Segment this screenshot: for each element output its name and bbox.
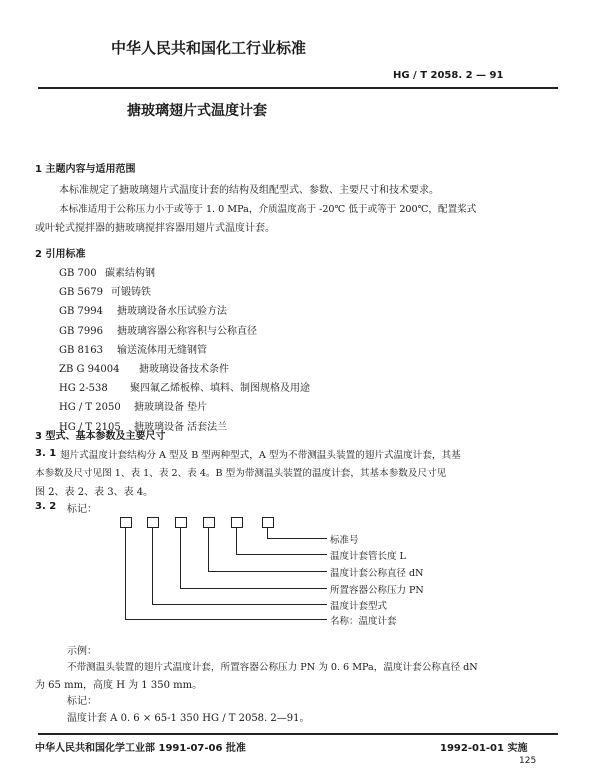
diagram-label-diameter: 温度计套公称直径 dN	[330, 568, 424, 579]
leader-horizontal	[267, 538, 327, 539]
mark-box-name	[120, 517, 132, 528]
mark-box-pressure	[175, 517, 187, 528]
diagram-label-length: 温度计套管长度 L	[330, 551, 406, 562]
reference-name: 可锻铸铁	[111, 287, 151, 299]
section-1-heading: 1 主题内容与适用范围	[35, 164, 136, 175]
implementation-date: 1992-01-01 实施	[440, 743, 528, 754]
reference-name: 搪玻璃设备水压试验方法	[117, 306, 227, 318]
clause-3-2-label: 标记：	[67, 504, 97, 515]
leader-vertical	[180, 528, 181, 589]
leader-vertical	[208, 528, 209, 572]
reference-item	[59, 322, 310, 341]
reference-code: GB 7994	[59, 306, 103, 318]
reference-code: HG / T 2050	[59, 402, 121, 414]
reference-list	[59, 264, 310, 437]
issuer-approval: 中华人民共和国化学工业部 1991-07-06 批准	[35, 743, 246, 754]
diagram-label-name: 名称：温度计套	[330, 616, 397, 627]
reference-item	[59, 283, 310, 302]
leader-vertical	[152, 528, 153, 605]
standard-code: HG / T 2058. 2 — 91	[393, 70, 504, 81]
leader-vertical	[125, 528, 126, 620]
diagram-label-standard: 标准号	[330, 535, 359, 546]
mark-box-standard	[262, 517, 274, 528]
reference-code: GB 700	[59, 268, 97, 279]
leader-horizontal	[152, 604, 327, 605]
page-title: 搪玻璃翅片式温度计套	[127, 103, 267, 119]
mark-label: 标记：	[67, 696, 97, 707]
section-1-para-2-line-2: 或叶轮式搅拌器的搪玻璃搅拌容器用翅片式温度计套。	[35, 223, 275, 234]
mark-box-type	[147, 517, 159, 528]
diagram-label-type: 温度计套型式	[330, 601, 388, 612]
example-label: 示例：	[67, 646, 97, 657]
leader-vertical	[236, 528, 237, 555]
example-line-1: 不带测温头装置的翅片式温度计套，所置容器公称压力 PN 为 0. 6 MPa，温度计套公称直径 dN	[67, 662, 478, 673]
reference-name: 碳素结构钢	[105, 268, 155, 279]
reference-item	[59, 341, 310, 360]
leader-horizontal	[236, 554, 327, 555]
header-rule	[38, 87, 558, 89]
reference-code: GB 5679	[59, 287, 103, 299]
reference-item	[59, 264, 310, 283]
reference-name: 搪玻璃容器公称容积与公称直径	[117, 325, 257, 337]
clause-3-1-line-3: 图 2、表 2、表 3、表 4。	[35, 487, 154, 498]
clause-3-1-line-2: 本参数及尺寸见图 1、表 1、表 2、表 4。B 型为带测温头装置的温度计套，其基本参数及尺寸见	[35, 468, 447, 479]
footer-rule	[38, 733, 558, 735]
reference-code: ZB G 94004	[59, 364, 120, 376]
mark-box-length	[231, 517, 243, 528]
leader-horizontal	[180, 588, 327, 589]
reference-code: GB 7996	[59, 325, 103, 337]
clause-3-1-number: 3. 1	[35, 448, 57, 459]
reference-name: 搪玻璃设备技术条件	[139, 364, 229, 376]
reference-item	[59, 360, 310, 379]
reference-item	[59, 398, 310, 417]
mark-box-diameter	[203, 517, 215, 528]
clause-3-1-line-1: 翅片式温度计套结构分 A 型及 B 型两种型式，A 型为不带测温头装置的翅片式温度计套，其基	[60, 450, 461, 461]
reference-name: 搪玻璃设备 活套法兰	[134, 421, 228, 433]
reference-code: HG 2-538	[59, 383, 108, 395]
section-2-heading: 2 引用标准	[35, 249, 86, 260]
section-1-para-2-line-1: 本标准适用于公称压力小于或等于 1. 0 MPa，介质温度高于 -20℃ 低于或等于 200℃，配置桨式	[59, 204, 477, 215]
reference-code: HG / T 2105	[59, 421, 121, 433]
mark-value: 温度计套 A 0. 6 × 65-1 350 HG / T 2058. 2—91。	[67, 713, 310, 724]
diagram-label-pressure: 所置容器公称压力 PN	[330, 585, 424, 596]
org-standard-title: 中华人民共和国化工行业标准	[111, 39, 307, 57]
reference-name: 输送流体用无缝钢管	[117, 344, 207, 356]
reference-name: 搪玻璃设备 垫片	[134, 402, 208, 414]
clause-3-2-number: 3. 2	[35, 501, 57, 512]
page-number: 125	[519, 756, 537, 766]
section-3-heading: 3 型式、基本参数及主要尺寸	[35, 431, 166, 442]
leader-horizontal	[208, 571, 327, 572]
leader-horizontal	[125, 619, 327, 620]
reference-code: GB 8163	[59, 344, 103, 356]
reference-item	[59, 302, 310, 321]
section-1-para-1: 本标准规定了搪玻璃翅片式温度计套的结构及组配型式、参数、主要尺寸和技术要求。	[59, 185, 439, 196]
example-line-2: 为 65 mm，高度 H 为 1 350 mm。	[35, 680, 203, 691]
reference-name: 聚四氟乙烯板棒、填料、制图规格及用途	[130, 383, 310, 395]
reference-item	[59, 379, 310, 398]
